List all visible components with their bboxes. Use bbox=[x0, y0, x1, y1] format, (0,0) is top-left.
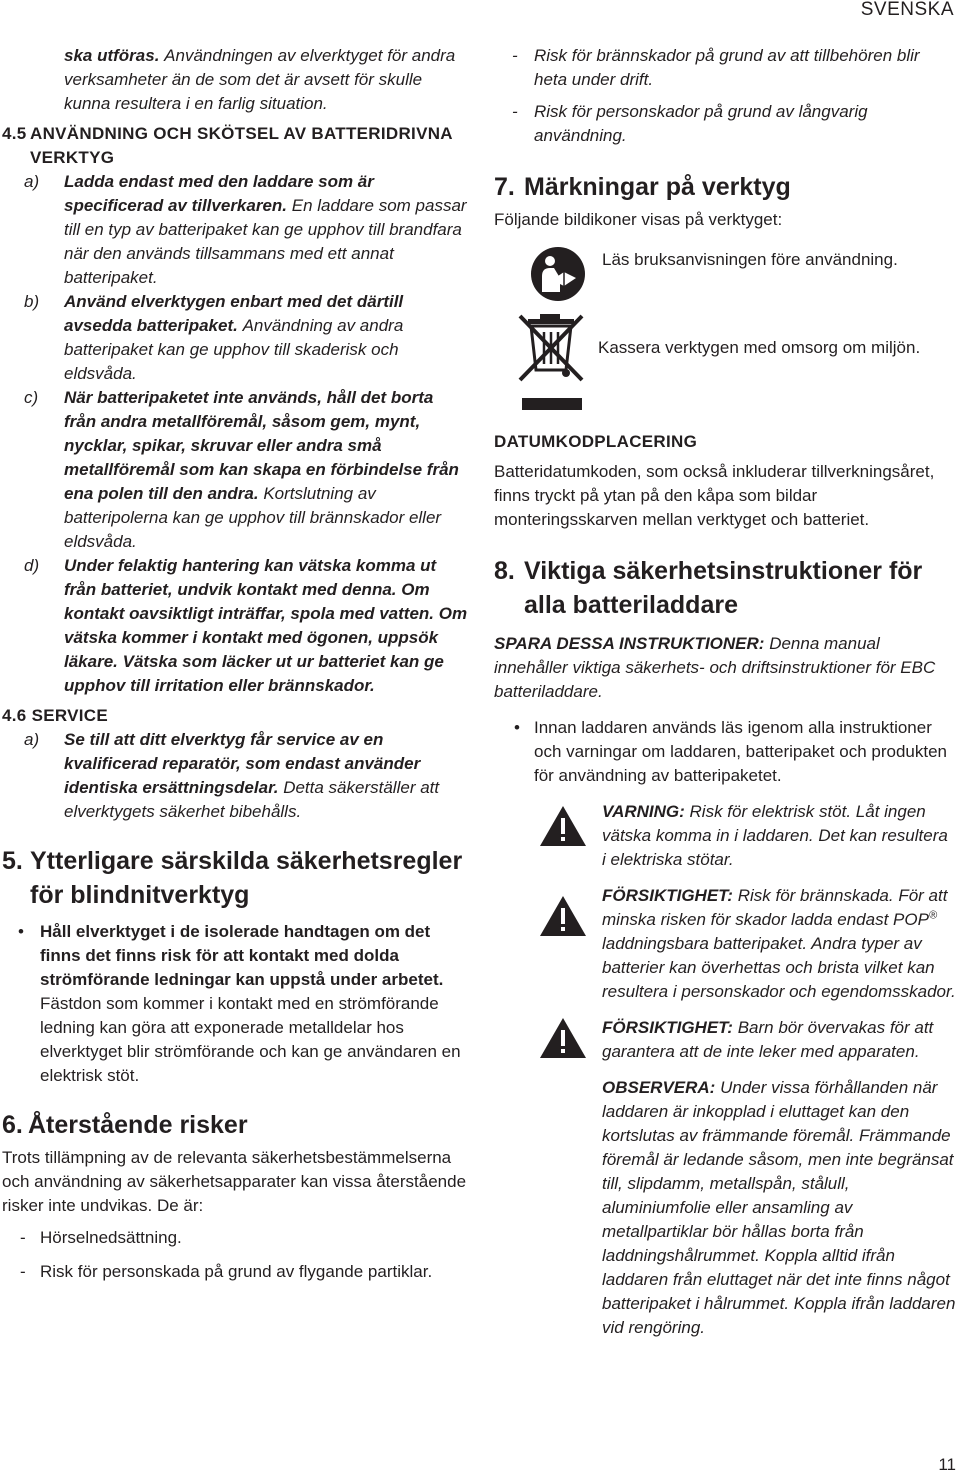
section-4-6-title: SERVICE bbox=[31, 706, 109, 725]
intro-rest: Användningen av elverktyget för andra verksamheter än de som det är avsett för skulle kunna resultera i en farlig situation. bbox=[64, 46, 456, 113]
section-7-heading bbox=[494, 170, 956, 204]
item-b-bold: Använd elverktygen enbart med det därtill avsedda batteripaket. bbox=[64, 292, 404, 335]
section-4-5-heading bbox=[2, 122, 470, 170]
risk-item-2 bbox=[2, 1260, 470, 1284]
item-a-bold: Ladda endast med den laddare som är specificerad av tillverkaren. bbox=[64, 172, 374, 215]
list-item-a bbox=[2, 170, 470, 290]
observe-bold: OBSERVERA: bbox=[602, 1078, 716, 1097]
page-number: 11 bbox=[938, 1455, 956, 1474]
warning-triangle-icon bbox=[538, 804, 588, 855]
section-8-intro-rest: Denna manual innehåller viktiga säkerhets- och driftsinstruktioner för EBC batteriladdare. bbox=[494, 634, 936, 701]
list-item-c bbox=[2, 386, 470, 554]
intro-bold: ska utföras. bbox=[64, 46, 160, 65]
manual-icon-row bbox=[494, 242, 956, 308]
registered-mark: ® bbox=[928, 909, 938, 922]
section-4-6-number: 4.6 bbox=[2, 706, 27, 725]
datum-text: Batteridatumkoden, som också inkluderar tillverkningsåret, finns tryckt på ytan på den kåpa som bildar monteringsskarven mellan verktyget och batteriet. bbox=[494, 462, 935, 529]
item-c-rest: Kortslutning av batteripolerna kan ge upphov till brännskador eller eldsvåda. bbox=[64, 484, 442, 551]
section-8-title: Viktiga säkerhetsinstruktioner för alla batteriladdare bbox=[524, 557, 923, 619]
warning-2-bold: FÖRSIKTIGHET: bbox=[602, 886, 733, 905]
section-5-bullet-bold: Håll elverktyget i de isolerade handtagen om det finns det finns risk för att kontakt med dolda strömförande ledningar kan uppstå under arbetet. bbox=[40, 922, 444, 989]
warning-1-bold: VARNING: bbox=[602, 802, 685, 821]
dash-mark: - bbox=[20, 1262, 26, 1281]
read-manual-icon bbox=[530, 246, 586, 309]
item-b-label: b) bbox=[24, 292, 40, 311]
dash-mark: - bbox=[20, 1228, 26, 1247]
weee-icon-caption: Kassera verktygen med omsorg om miljön. bbox=[598, 338, 921, 357]
right-column bbox=[494, 44, 956, 1340]
dash-mark: - bbox=[512, 46, 518, 65]
bullet-dot: • bbox=[18, 922, 24, 941]
observe-block bbox=[494, 1076, 956, 1340]
risk-item-4-text: Risk för personskador på grund av långvarig användning. bbox=[534, 102, 868, 145]
list-item-d bbox=[2, 554, 470, 698]
warning-triangle-icon bbox=[538, 1016, 588, 1067]
section-7-title: Märkningar på verktyg bbox=[524, 173, 791, 201]
warning-block-2 bbox=[494, 884, 956, 1004]
section-6-title: Återstående risker bbox=[28, 1111, 248, 1139]
section-5-number: 5. bbox=[2, 847, 23, 875]
section-8-intro-bold: SPARA DESSA INSTRUKTIONER: bbox=[494, 634, 765, 653]
service-a-bold: Se till att ditt elverktyg får service av en kvalificerad reparatör, som endast använder identiska ersättningsdelar. bbox=[64, 730, 421, 797]
risk-item-3 bbox=[494, 44, 956, 92]
risk-item-2-text: Risk för personskada på grund av flygande partiklar. bbox=[40, 1262, 433, 1281]
item-a-label: a) bbox=[24, 172, 40, 191]
charger-bullet bbox=[494, 716, 956, 788]
warning-1-rest: Risk för elektrisk stöt. Låt ingen vätska komma in i laddaren. Det kan resultera i elektriska stötar. bbox=[602, 802, 948, 869]
dash-mark: - bbox=[512, 102, 518, 121]
warning-triangle-icon bbox=[538, 894, 588, 945]
section-7-intro: Följande bildikoner visas på verktyget: bbox=[494, 210, 783, 229]
observe-rest: Under vissa förhållanden när laddaren är inkopplad i eluttaget kan den kortslutas av främmande föremål. Främmande föremål är ledande såsom, men inte begränsat till, slipdamm, metallspån, stålull, aluminiumfolie eller ansamling av metallpartiklar bör hållas borta från laddningshålrummet. Koppla alltid ifrån laddaren från eluttaget när det inte finns något batteripaket i hålrummet. Koppla ifrån laddaren vid rengöring. bbox=[602, 1078, 956, 1337]
list-item-b bbox=[2, 290, 470, 386]
item-d-bold: Under felaktig hantering kan vätska komma ut från batteriet, undvik kontakt med denna. Om kontakt oavsiktligt inträffar, spola med vatten. Om vätska kommer i kontakt med ögonen, uppsök läkare. Vätska som läcker ut ur batteriet kan ge upphov till irritation eller brännskador. bbox=[64, 556, 468, 695]
crossed-bin-icon bbox=[516, 310, 586, 421]
section-5-title: Ytterligare särskilda säkerhetsregler för blindnitverktyg bbox=[30, 847, 463, 909]
section-4-6-heading bbox=[2, 704, 470, 728]
section-7-number: 7. bbox=[494, 173, 515, 201]
intro-paragraph bbox=[2, 44, 470, 116]
section-6-number: 6. bbox=[2, 1111, 23, 1139]
risk-item-1 bbox=[2, 1226, 470, 1250]
warning-block-3 bbox=[494, 1016, 956, 1064]
bullet-dot: • bbox=[514, 718, 520, 737]
section-6-heading bbox=[2, 1108, 470, 1142]
section-5-bullet bbox=[2, 920, 470, 1088]
item-a-rest: En laddare som passar till en typ av batteripaket kan ge upphov till brandfara när den används tillsammans med ett annat batteripaket. bbox=[64, 196, 467, 287]
service-item-a bbox=[2, 728, 470, 824]
warning-block-1 bbox=[494, 800, 956, 872]
warning-3-rest: Barn bör övervakas för att garantera att de inte leker med apparaten. bbox=[602, 1018, 934, 1061]
warning-2-rest-a: Risk för brännskada. För att minska risken för skador ladda endast POP bbox=[602, 886, 948, 929]
section-8-number: 8. bbox=[494, 557, 515, 585]
manual-icon-caption: Läs bruksanvisningen före användning. bbox=[602, 250, 898, 269]
warning-3-bold: FÖRSIKTIGHET: bbox=[602, 1018, 733, 1037]
language-label: SVENSKA bbox=[860, 0, 954, 20]
risk-item-1-text: Hörselnedsättning. bbox=[40, 1228, 182, 1247]
section-4-5-title: ANVÄNDNING OCH SKÖTSEL AV BATTERIDRIVNA VERKTYG bbox=[30, 124, 453, 167]
item-c-label: c) bbox=[24, 388, 39, 407]
section-5-heading bbox=[2, 844, 470, 912]
item-c-bold: När batteripaketet inte används, håll det borta från andra metallföremål, såsom gem, mynt, nycklar, spikar, skruvar eller andra små metallföremål som kan skapa en förbindelse från ena polen till den andra. bbox=[64, 388, 459, 503]
risk-item-4 bbox=[494, 100, 956, 148]
item-b-rest: Användning av andra batteripaket kan ge upphov till skaderisk och eldsvåda. bbox=[64, 316, 404, 383]
section-6-intro: Trots tillämpning av de relevanta säkerhetsbestämmelserna och användning av säkerhetsapparater kan vissa återstående risker inte undvikas. De är: bbox=[2, 1148, 467, 1215]
service-a-rest: Detta säkerställer att elverktygets säkerhet bibehålls. bbox=[64, 778, 440, 821]
risk-item-3-text: Risk för brännskador på grund av att tillbehören blir heta under drift. bbox=[534, 46, 920, 89]
left-column bbox=[2, 44, 470, 1284]
weee-icon-row bbox=[494, 310, 956, 416]
item-d-label: d) bbox=[24, 556, 40, 575]
section-8-intro bbox=[494, 632, 956, 704]
section-5-bullet-rest: Fästdon som kommer i kontakt med en strömförande ledning kan göra att exponerade metalldelar hos elverktyget blir strömförande och kan ge användaren en elektrisk stöt. bbox=[40, 994, 461, 1085]
charger-bullet-text: Innan laddaren används läs igenom alla instruktioner och varningar om laddaren, batteripaket och produkten för användning av batteripaketet. bbox=[534, 718, 947, 785]
section-4-5-number: 4.5 bbox=[2, 124, 27, 143]
service-a-label: a) bbox=[24, 730, 40, 749]
datum-heading: DATUMKODPLACERING bbox=[494, 432, 698, 451]
warning-2-rest-b: laddningsbara batteripaket. Andra typer av batterier kan överhettas och brista vilket kan resultera i personskador och egendomsskador. bbox=[602, 934, 956, 1001]
section-8-heading bbox=[494, 554, 956, 622]
